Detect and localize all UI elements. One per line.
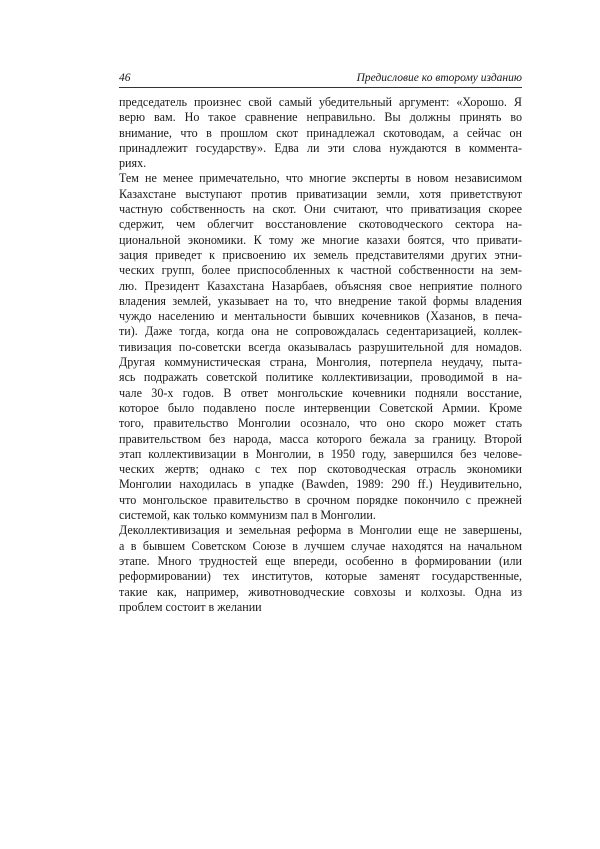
text-line: лю. Президент Казахстана Назарбаев, объясняя свое неприятие полного	[119, 278, 522, 293]
text-line: реформировании) тех институтов, которые заменят государственные,	[119, 569, 522, 584]
text-line: риях.	[119, 156, 147, 171]
text-line: ясь подражать советской политике коллективизации, проводимой в на-	[119, 370, 522, 385]
text-line: ти). Даже тогда, когда она не сопровождалась седентаризацией, коллек-	[119, 324, 522, 339]
running-title: Предисловие ко второму изданию	[356, 72, 522, 84]
body-text	[119, 95, 522, 615]
text-line: Деколлективизация и земельная реформа в Монголии еще не завершены,	[119, 523, 522, 538]
text-line: Монголии находилась в упадке (Bawden, 1989: 290 ff.) Неудивительно,	[119, 477, 522, 492]
text-line: этапе. Много трудностей еще впереди, особенно в формировании (или	[119, 553, 522, 568]
page-number: 46	[119, 72, 131, 84]
text-line: зация приведет к присвоению их земель представителями других этни-	[119, 247, 522, 262]
header-rule	[119, 87, 522, 88]
text-line: ческих жертв; однако с тех пор скотоводческая отрасль экономики	[119, 462, 522, 477]
text-line: ческих групп, более приспособленных к частной собственности на зем-	[119, 263, 522, 278]
text-line: принадлежит государству». Едва ли эти слова нуждаются в коммента-	[119, 140, 522, 155]
text-line: этап коллективизации в Монголии, в 1950 году, завершился без челове-	[119, 446, 522, 461]
running-head	[119, 70, 522, 86]
paragraph-3	[119, 523, 522, 615]
text-line: того, правительство Монголии осознало, что оно скоро может стать	[119, 416, 522, 431]
text-line: владения землей, указывает на то, что внедрение такой формы владения	[119, 293, 522, 308]
text-line: Тем не менее примечательно, что многие эксперты в новом независимом	[119, 171, 522, 186]
text-line: верю вам. Но такое сравнение неправильно. Вы должны принять во	[119, 110, 522, 125]
text-line: циональной экономики. К тому же многие казахи боятся, что привати-	[119, 232, 522, 247]
text-line: правительством без народа, масса которого бежала за границу. Второй	[119, 431, 522, 446]
text-line: такие как, например, животноводческие совхозы и колхозы. Одна из	[119, 584, 522, 599]
text-line: внимание, что в прошлом скот принадлежал скотоводам, а сейчас он	[119, 125, 522, 140]
text-line: системой, как только коммунизм пал в Монголии.	[119, 508, 376, 523]
text-line: чале 30-х годов. В ответ монгольские кочевники подняли восстание,	[119, 385, 522, 400]
paragraph-2	[119, 171, 522, 523]
text-line: Другая коммунистическая страна, Монголия, потерпела неудачу, пыта-	[119, 355, 522, 370]
text-line: председатель произнес свой самый убедительный аргумент: «Хорошо. Я	[119, 95, 522, 109]
text-line: что монгольское правительство в срочном порядке покончило с прежней	[119, 492, 522, 507]
text-line: а в бывшем Советском Союзе в лучшем случае находятся на начальном	[119, 538, 522, 553]
text-line: частную собственность на скот. Они считают, что приватизация скорее	[119, 202, 522, 217]
text-line: тивизация по-советски всегда оказывалась разрушительной для номадов.	[119, 339, 522, 354]
text-line: чуждо населению и ментальности бывших кочевников (Хазанов, в печа-	[119, 309, 522, 324]
text-line: которое было подавлено после интервенции Советской Армии. Кроме	[119, 400, 522, 415]
paragraph-1	[119, 95, 522, 171]
text-line: проблем состоит в желании	[119, 599, 262, 614]
text-line: Казахстане выступают против приватизации земли, хотя приветствуют	[119, 186, 522, 201]
text-line: сдержит, чем облегчит восстановление скотоводческого сектора на-	[119, 217, 522, 232]
